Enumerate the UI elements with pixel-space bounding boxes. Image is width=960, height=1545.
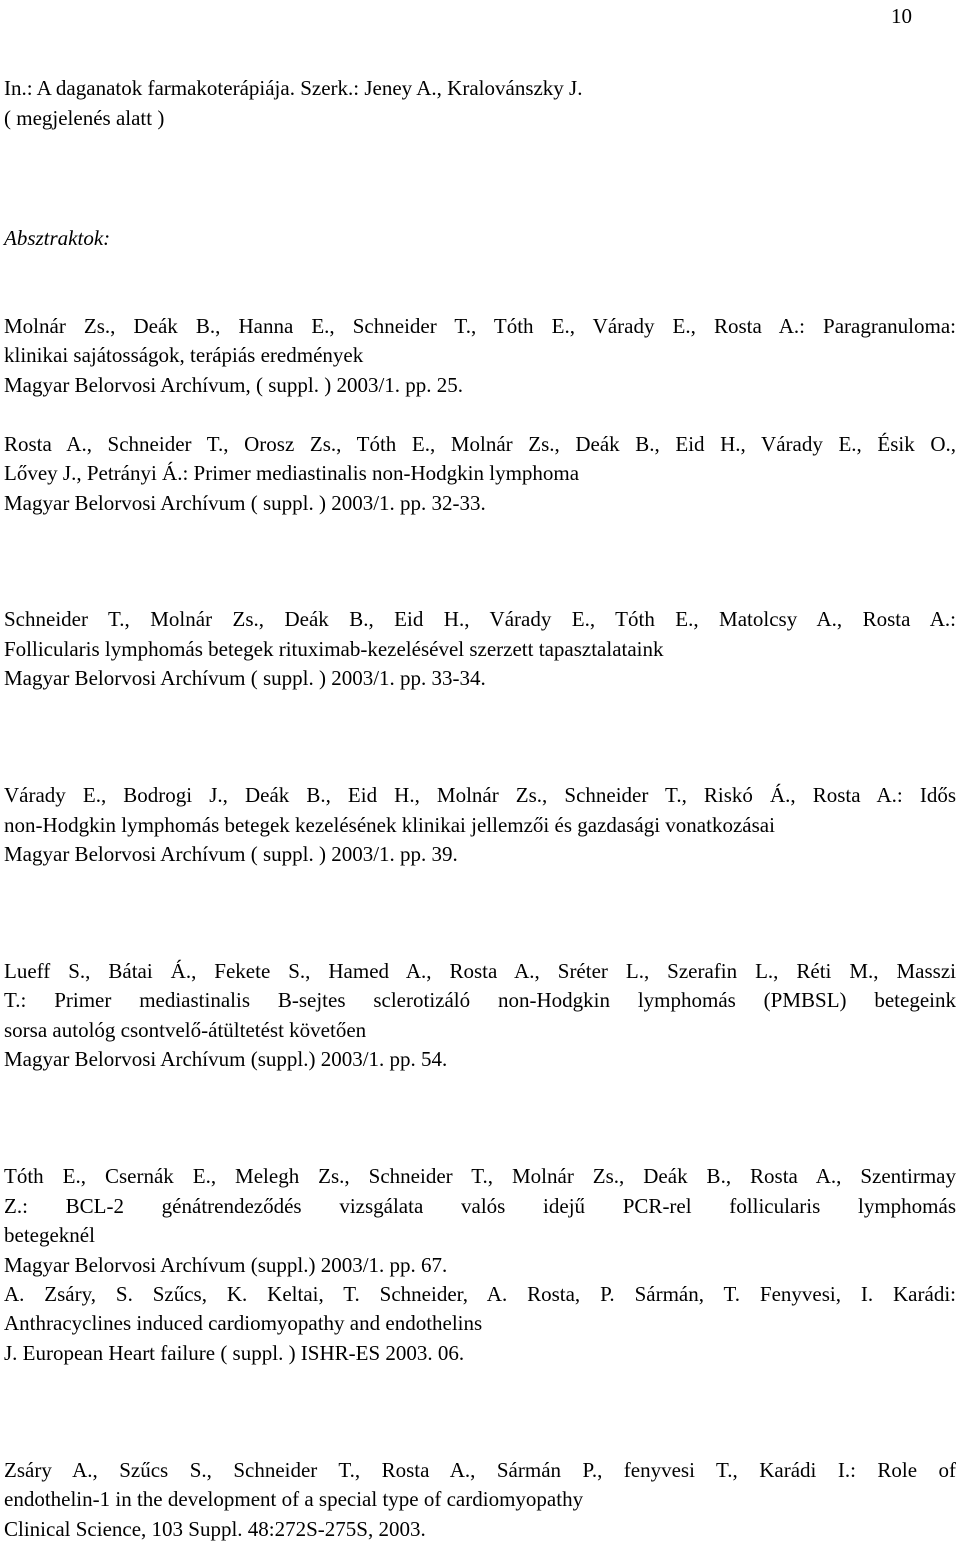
page-number: 10 bbox=[891, 4, 912, 28]
abstract-line: Várady E., Bodrogi J., Deák B., Eid H., Molnár Zs., Schneider T., Riskó Á., Rosta A.: Idős bbox=[4, 783, 956, 807]
abstract-line: Magyar Belorvosi Archívum ( suppl. ) 2003/1. pp. 39. bbox=[4, 842, 458, 866]
abstract-line: Tóth E., Csernák E., Melegh Zs., Schneider T., Molnár Zs., Deák B., Rosta A., Szentirmay bbox=[4, 1164, 956, 1188]
abstract-line: Lueff S., Bátai Á., Fekete S., Hamed A., Rosta A., Sréter L., Szerafin L., Réti M., Masszi bbox=[4, 959, 956, 983]
abstract-line: sorsa autológ csontvelő-átültetést követően bbox=[4, 1018, 367, 1042]
abstract-line: Magyar Belorvosi Archívum ( suppl. ) 2003/1. pp. 32-33. bbox=[4, 491, 486, 515]
abstract-line: Molnár Zs., Deák B., Hanna E., Schneider T., Tóth E., Várady E., Rosta A.: Paragranuloma: bbox=[4, 314, 956, 338]
abstract-line: Magyar Belorvosi Archívum ( suppl. ) 2003/1. pp. 33-34. bbox=[4, 666, 486, 690]
abstract-line: Follicularis lymphomás betegek rituximab-kezelésével szerzett tapasztalataink bbox=[4, 637, 664, 661]
abstract-line: klinikai sajátosságok, terápiás eredmények bbox=[4, 343, 364, 367]
abstract-line: A. Zsáry, S. Szűcs, K. Keltai, T. Schneider, A. Rosta, P. Sármán, T. Fenyvesi, I. Karádi: bbox=[4, 1282, 956, 1306]
abstract-line: Lővey J., Petrányi Á.: Primer mediastinalis non-Hodgkin lymphoma bbox=[4, 461, 580, 485]
abstract-line: Magyar Belorvosi Archívum (suppl.) 2003/1. pp. 54. bbox=[4, 1047, 448, 1071]
abstract-line: J. European Heart failure ( suppl. ) ISHR-ES 2003. 06. bbox=[4, 1341, 465, 1365]
abstract-line: endothelin-1 in the development of a special type of cardiomyopathy bbox=[4, 1487, 584, 1511]
abstract-line: non-Hodgkin lymphomás betegek kezelésének klinikai jellemzői és gazdasági vonatkozásai bbox=[4, 813, 775, 837]
abstract-line: Magyar Belorvosi Archívum, ( suppl. ) 2003/1. pp. 25. bbox=[4, 373, 464, 397]
intro-line: ( megjelenés alatt ) bbox=[4, 106, 165, 130]
abstract-line: Clinical Science, 103 Suppl. 48:272S-275S, 2003. bbox=[4, 1517, 426, 1541]
abstract-line: Rosta A., Schneider T., Orosz Zs., Tóth E., Molnár Zs., Deák B., Eid H., Várady E., Ésik O., bbox=[4, 432, 956, 456]
abstract-line: Magyar Belorvosi Archívum (suppl.) 2003/1. pp. 67. bbox=[4, 1253, 448, 1277]
abstract-line: Z.: BCL-2 génátrendeződés vizsgálata valós idejű PCR-rel follicularis lymphomás bbox=[4, 1194, 956, 1218]
abstract-line: Anthracyclines induced cardiomyopathy and endothelins bbox=[4, 1311, 483, 1335]
abstract-line: Schneider T., Molnár Zs., Deák B., Eid H., Várady E., Tóth E., Matolcsy A., Rosta A.: bbox=[4, 607, 956, 631]
abstract-line: Zsáry A., Szűcs S., Schneider T., Rosta A., Sármán P., fenyvesi T., Karádi I.: Role of bbox=[4, 1458, 956, 1482]
section-title: Absztraktok: bbox=[4, 226, 111, 250]
intro-line: In.: A daganatok farmakoterápiája. Szerk.: Jeney A., Kralovánszky J. bbox=[4, 76, 583, 100]
abstract-line: betegeknél bbox=[4, 1223, 95, 1247]
abstract-line: T.: Primer mediastinalis B-sejtes sclerotizáló non-Hodgkin lymphomás (PMBSL) betegeink bbox=[4, 988, 956, 1012]
